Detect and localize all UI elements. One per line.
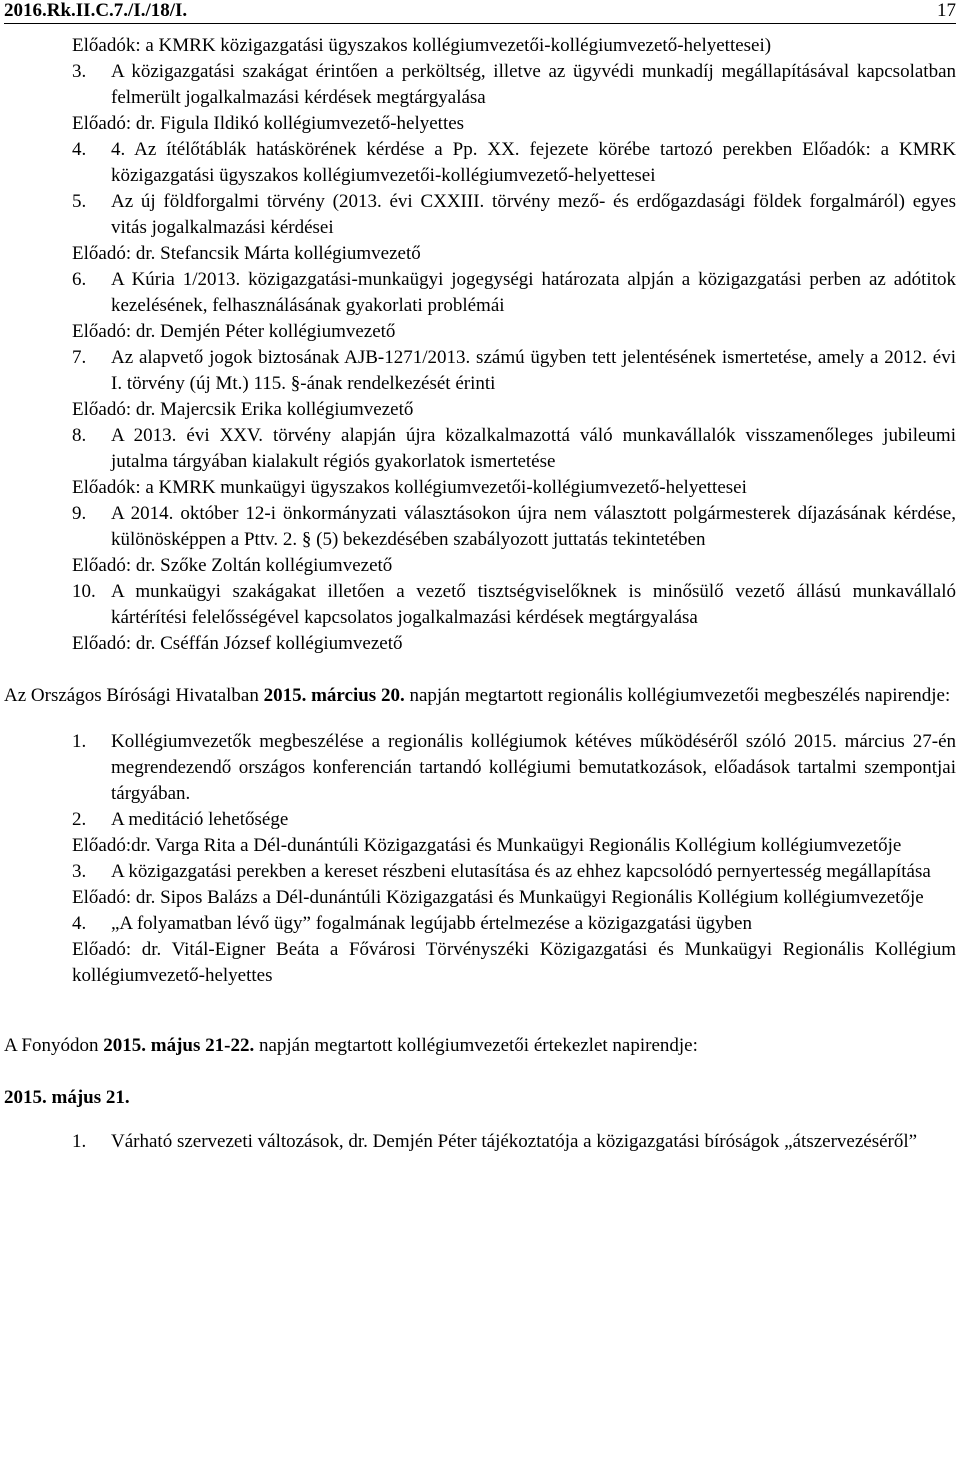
item-number: 8. [72,425,87,446]
presenter-line: Előadó: dr. Figula Ildikó kollégiumvezető-helyettes [72,113,465,134]
item-number: 2. [72,809,87,830]
meeting-date: 2015. március 20. [263,685,405,706]
item-number: 1. [72,731,87,752]
page-header [4,0,956,22]
item-number: 4. [72,913,87,934]
item-text: 4. Az ítélőtáblák hatáskörének kérdése a Pp. XX. fejezete körébe tartozó perekben Előadók: a KMRK közigazgatási ügyszakos kollégiumvezetői-kollégiumvezető-helyettesei [111,139,956,186]
agenda-item [72,501,956,553]
presenter-line: Előadó: dr. Stefancsik Márta kollégiumvezető [72,243,421,264]
agenda-list-3 [4,1129,956,1155]
header-rule [4,23,956,24]
item-text: A 2013. évi XXV. törvény alapján újra közalkalmazottá váló munkavállalók visszamenőleges jubileumi jutalma tárgyában kialakult régiós gyakorlatok ismertetése [111,425,956,472]
item-text: A közigazgatási perekben a kereset részbeni elutasítása és az ehhez kapcsolódó pernyertesség megállapítása [111,861,931,882]
agenda-item [72,423,956,475]
day-heading [4,1085,956,1111]
presenter-line: Előadó: dr. Szőke Zoltán kollégiumvezető [72,555,393,576]
item-number: 3. [72,61,87,82]
item-number: 6. [72,269,87,290]
item-number: 3. [72,861,87,882]
item-number: 10. [72,581,96,602]
item-text: A közigazgatási szakágat érintően a perköltség, illetve az ügyvédi munkadíj megállapításával kapcsolatban felmerült jogalkalmazási kérdések megtárgyalása [111,61,956,108]
item-text: A munkaügyi szakágakat illetően a vezető tisztségviselőknek is minősülő vezető állású munkavállaló kártérítési felelősségével kapcsolatos jogalkalmazási kérdések megtárgyalása [111,581,956,628]
presenter-line: Előadó: dr. Majercsik Erika kollégiumvezető [72,399,414,420]
agenda-item [72,345,956,397]
meeting-date: 2015. május 21-22. [103,1035,255,1056]
meeting-intro-fonyod [4,1033,956,1059]
agenda-item [72,729,956,807]
agenda-item [72,579,956,631]
item-text: Kollégiumvezetők megbeszélése a regionális kollégiumok kétéves működéséről szóló 2015. március 27-én megrendezendő országos konferencián tartandó kollégiumi bemutatkozások, előadások tartalmi szempontjai tárgyában. [111,731,956,804]
document-code: 2016.Rk.II.C.7./I./18/I. [4,0,188,21]
intro-text: napján megtartott regionális kollégiumvezetői megbeszélés napirendje: [404,685,951,706]
intro-text: Az Országos Bírósági Hivatalban [4,685,264,706]
agenda-item [72,911,956,937]
item-number: 9. [72,503,87,524]
agenda-list-1 [4,33,956,657]
agenda-item [72,189,956,241]
presenter-line: Előadók: a KMRK közigazgatási ügyszakos kollégiumvezetői-kollégiumvezető-helyettesei) [72,35,772,56]
item-text: Várható szervezeti változások, dr. Demjén Péter tájékoztatója a közigazgatási bíróságok „átszervezéséről” [111,1131,918,1152]
item-text: „A folyamatban lévő ügy” fogalmának legújabb értelmezése a közigazgatási ügyben [111,913,752,934]
presenter-line: Előadó: dr. Demjén Péter kollégiumvezető [72,321,396,342]
item-number: 7. [72,347,87,368]
intro-text: A Fonyódon [4,1035,104,1056]
item-text: Az alapvető jogok biztosának AJB-1271/2013. számú ügyben tett jelentésének ismertetése, amely a 2012. évi I. törvény (új Mt.) 115. §-ának rendelkezését érinti [111,347,956,394]
item-text: A meditáció lehetősége [111,809,289,830]
item-text: A 2014. október 12-i önkormányzati választásokon újra nem választott polgármesterek díjazásának kérdése, különösképpen a Pttv. 2. § (5) bekezdésében szabályozott juttatás tekintetében [111,503,956,550]
item-text: A Kúria 1/2013. közigazgatási-munkaügyi jogegységi határozata alpján a közigazgatási perben az adótitok kezelésének, felhasználásának gyakorlati problémái [111,269,956,316]
agenda-list-2 [4,729,956,989]
intro-text: napján megtartott kollégiumvezetői értekezlet napirendje: [254,1035,698,1056]
agenda-item [72,807,956,833]
item-number: 5. [72,191,87,212]
page-number: 17 [937,0,956,21]
agenda-item [72,267,956,319]
presenter-line: Előadó: dr. Vitál-Eigner Beáta a Fővárosi Törvényszéki Közigazgatási és Munkaügyi Regionális Kollégium kollégiumvezető-helyettes [72,939,956,986]
agenda-item [72,859,956,885]
presenter-line: Előadó: dr. Sipos Balázs a Dél-dunántúli Közigazgatási és Munkaügyi Regionális Kollégium kollégiumvezetője [72,887,924,908]
day-date: 2015. május 21. [4,1087,130,1108]
agenda-item [72,59,956,111]
presenter-line: Előadó:dr. Varga Rita a Dél-dunántúli Közigazgatási és Munkaügyi Regionális Kollégium kollégiumvezetője [72,835,902,856]
presenter-line: Előadók: a KMRK munkaügyi ügyszakos kollégiumvezetői-kollégiumvezető-helyettesei [72,477,747,498]
item-number: 4. [72,139,87,160]
document-page [4,0,956,1155]
agenda-item [72,1129,956,1155]
item-number: 1. [72,1131,87,1152]
presenter-line: Előadó: dr. Cséffán József kollégiumvezető [72,633,403,654]
meeting-intro-ohb [4,683,956,709]
item-text: Az új földforgalmi törvény (2013. évi CXXIII. törvény mező- és erdőgazdasági földek forgalmáról) egyes vitás jogalkalmazási kérdései [111,191,956,238]
agenda-item [72,137,956,189]
